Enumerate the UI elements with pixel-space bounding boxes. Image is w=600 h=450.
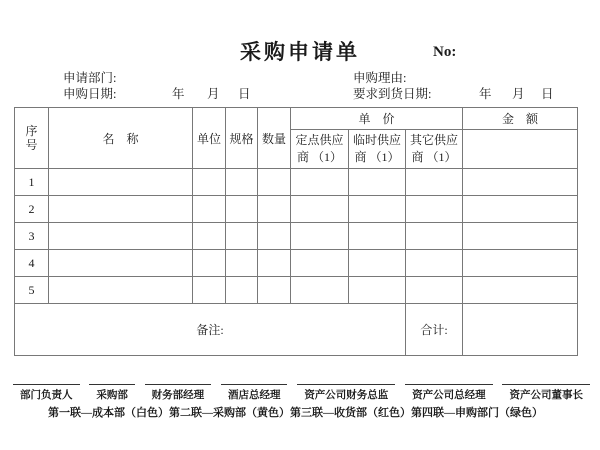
qty-cell [258, 169, 291, 196]
spec-cell [226, 250, 258, 277]
qty-cell [258, 250, 291, 277]
signature-row [0, 384, 600, 402]
request-date-label: 申购日期: [63, 87, 117, 101]
seq-cell: 5 [15, 277, 49, 304]
table-row [15, 223, 578, 250]
delivery-date-label: 要求到货日期: [353, 87, 432, 101]
price-fixed-cell [291, 277, 349, 304]
delivery-date-month: 月 [512, 87, 525, 101]
signature-asset-gm: 资产公司总经理 [405, 384, 493, 402]
spec-cell [226, 196, 258, 223]
name-cell [49, 250, 193, 277]
copy-1-label: 第一联—成本部（白色） [48, 407, 169, 419]
supplier-other-line1: 其它供应 [410, 133, 459, 148]
total-amount-cell [463, 304, 578, 356]
seq-cell: 4 [15, 250, 49, 277]
unit-cell [193, 250, 226, 277]
table-row [15, 250, 578, 277]
copy-distribution-row [0, 404, 600, 420]
unit-cell [193, 196, 226, 223]
col-header-amount: 金 额 [463, 108, 578, 130]
signature-finance-mgr: 财务部经理 [145, 384, 212, 402]
copy-2-label: 第二联—采购部（黄色） [169, 407, 290, 419]
qty-cell [258, 196, 291, 223]
form-no-label: No: [433, 44, 457, 60]
unit-cell [193, 223, 226, 250]
supplier-fixed-line1: 定点供应 [295, 133, 344, 148]
signature-purchasing: 采购部 [89, 384, 135, 402]
unit-cell [193, 277, 226, 304]
price-fixed-cell [291, 223, 349, 250]
delivery-date-day: 日 [541, 87, 554, 101]
form-title: 采购申请单 [240, 41, 360, 64]
total-label-cell: 合计: [406, 304, 463, 356]
spec-cell [226, 223, 258, 250]
copy-4-label: 第四联—申购部门（绿色） [411, 407, 543, 419]
table-row [15, 277, 578, 304]
request-date-day: 日 [238, 87, 251, 101]
col-header-unit: 单位 [193, 108, 226, 169]
price-other-cell [406, 223, 463, 250]
seq-header-line2: 号 [25, 138, 38, 152]
spec-cell [226, 277, 258, 304]
amount-cell [463, 277, 578, 304]
signature-hotel-gm: 酒店总经理 [221, 384, 288, 402]
price-temp-cell [349, 250, 406, 277]
copy-3-label: 第三联—收货部（红色） [290, 407, 411, 419]
reason-label: 申购理由: [353, 71, 407, 85]
price-temp-cell [349, 277, 406, 304]
price-other-cell [406, 196, 463, 223]
signature-dept-head: 部门负责人 [13, 384, 80, 402]
col-header-name: 名 称 [49, 108, 193, 169]
seq-header-line1: 序 [25, 123, 38, 138]
spec-cell [226, 169, 258, 196]
seq-cell: 3 [15, 223, 49, 250]
supplier-temp-line1: 临时供应 [352, 133, 401, 148]
price-fixed-cell [291, 196, 349, 223]
supplier-other-line2: 商 （1） [411, 150, 457, 164]
name-cell [49, 277, 193, 304]
col-header-unit-price: 单 价 [291, 108, 463, 130]
seq-cell: 1 [15, 169, 49, 196]
name-cell [49, 169, 193, 196]
unit-cell [193, 169, 226, 196]
delivery-date-year: 年 [479, 87, 492, 101]
price-fixed-cell [291, 250, 349, 277]
price-other-cell [406, 277, 463, 304]
request-date-year: 年 [172, 87, 185, 101]
amount-cell [463, 250, 578, 277]
items-table [14, 107, 578, 356]
amount-cell [463, 169, 578, 196]
signature-asset-chairman: 资产公司董事长 [502, 384, 590, 402]
table-row [15, 196, 578, 223]
col-header-supplier-other [406, 130, 463, 169]
name-cell [49, 223, 193, 250]
price-temp-cell [349, 196, 406, 223]
col-header-qty: 数量 [258, 108, 291, 169]
remarks-cell: 备注: [15, 304, 406, 356]
price-temp-cell [349, 169, 406, 196]
qty-cell [258, 277, 291, 304]
price-temp-cell [349, 223, 406, 250]
col-header-supplier-temp [349, 130, 406, 169]
amount-cell [463, 196, 578, 223]
amount-cell [463, 223, 578, 250]
amount-subheader-blank-cell [463, 130, 578, 169]
supplier-temp-line2: 商 （1） [354, 150, 400, 164]
col-header-spec: 规格 [226, 108, 258, 169]
seq-cell: 2 [15, 196, 49, 223]
price-other-cell [406, 250, 463, 277]
col-header-seq [15, 108, 49, 169]
price-other-cell [406, 169, 463, 196]
qty-cell [258, 223, 291, 250]
name-cell [49, 196, 193, 223]
supplier-fixed-line2: 商 （1） [296, 150, 342, 164]
request-date-month: 月 [207, 87, 220, 101]
signature-asset-cfo: 资产公司财务总监 [297, 384, 395, 402]
table-row [15, 169, 578, 196]
price-fixed-cell [291, 169, 349, 196]
col-header-supplier-fixed [291, 130, 349, 169]
applicant-dept-label: 申请部门: [63, 71, 117, 85]
